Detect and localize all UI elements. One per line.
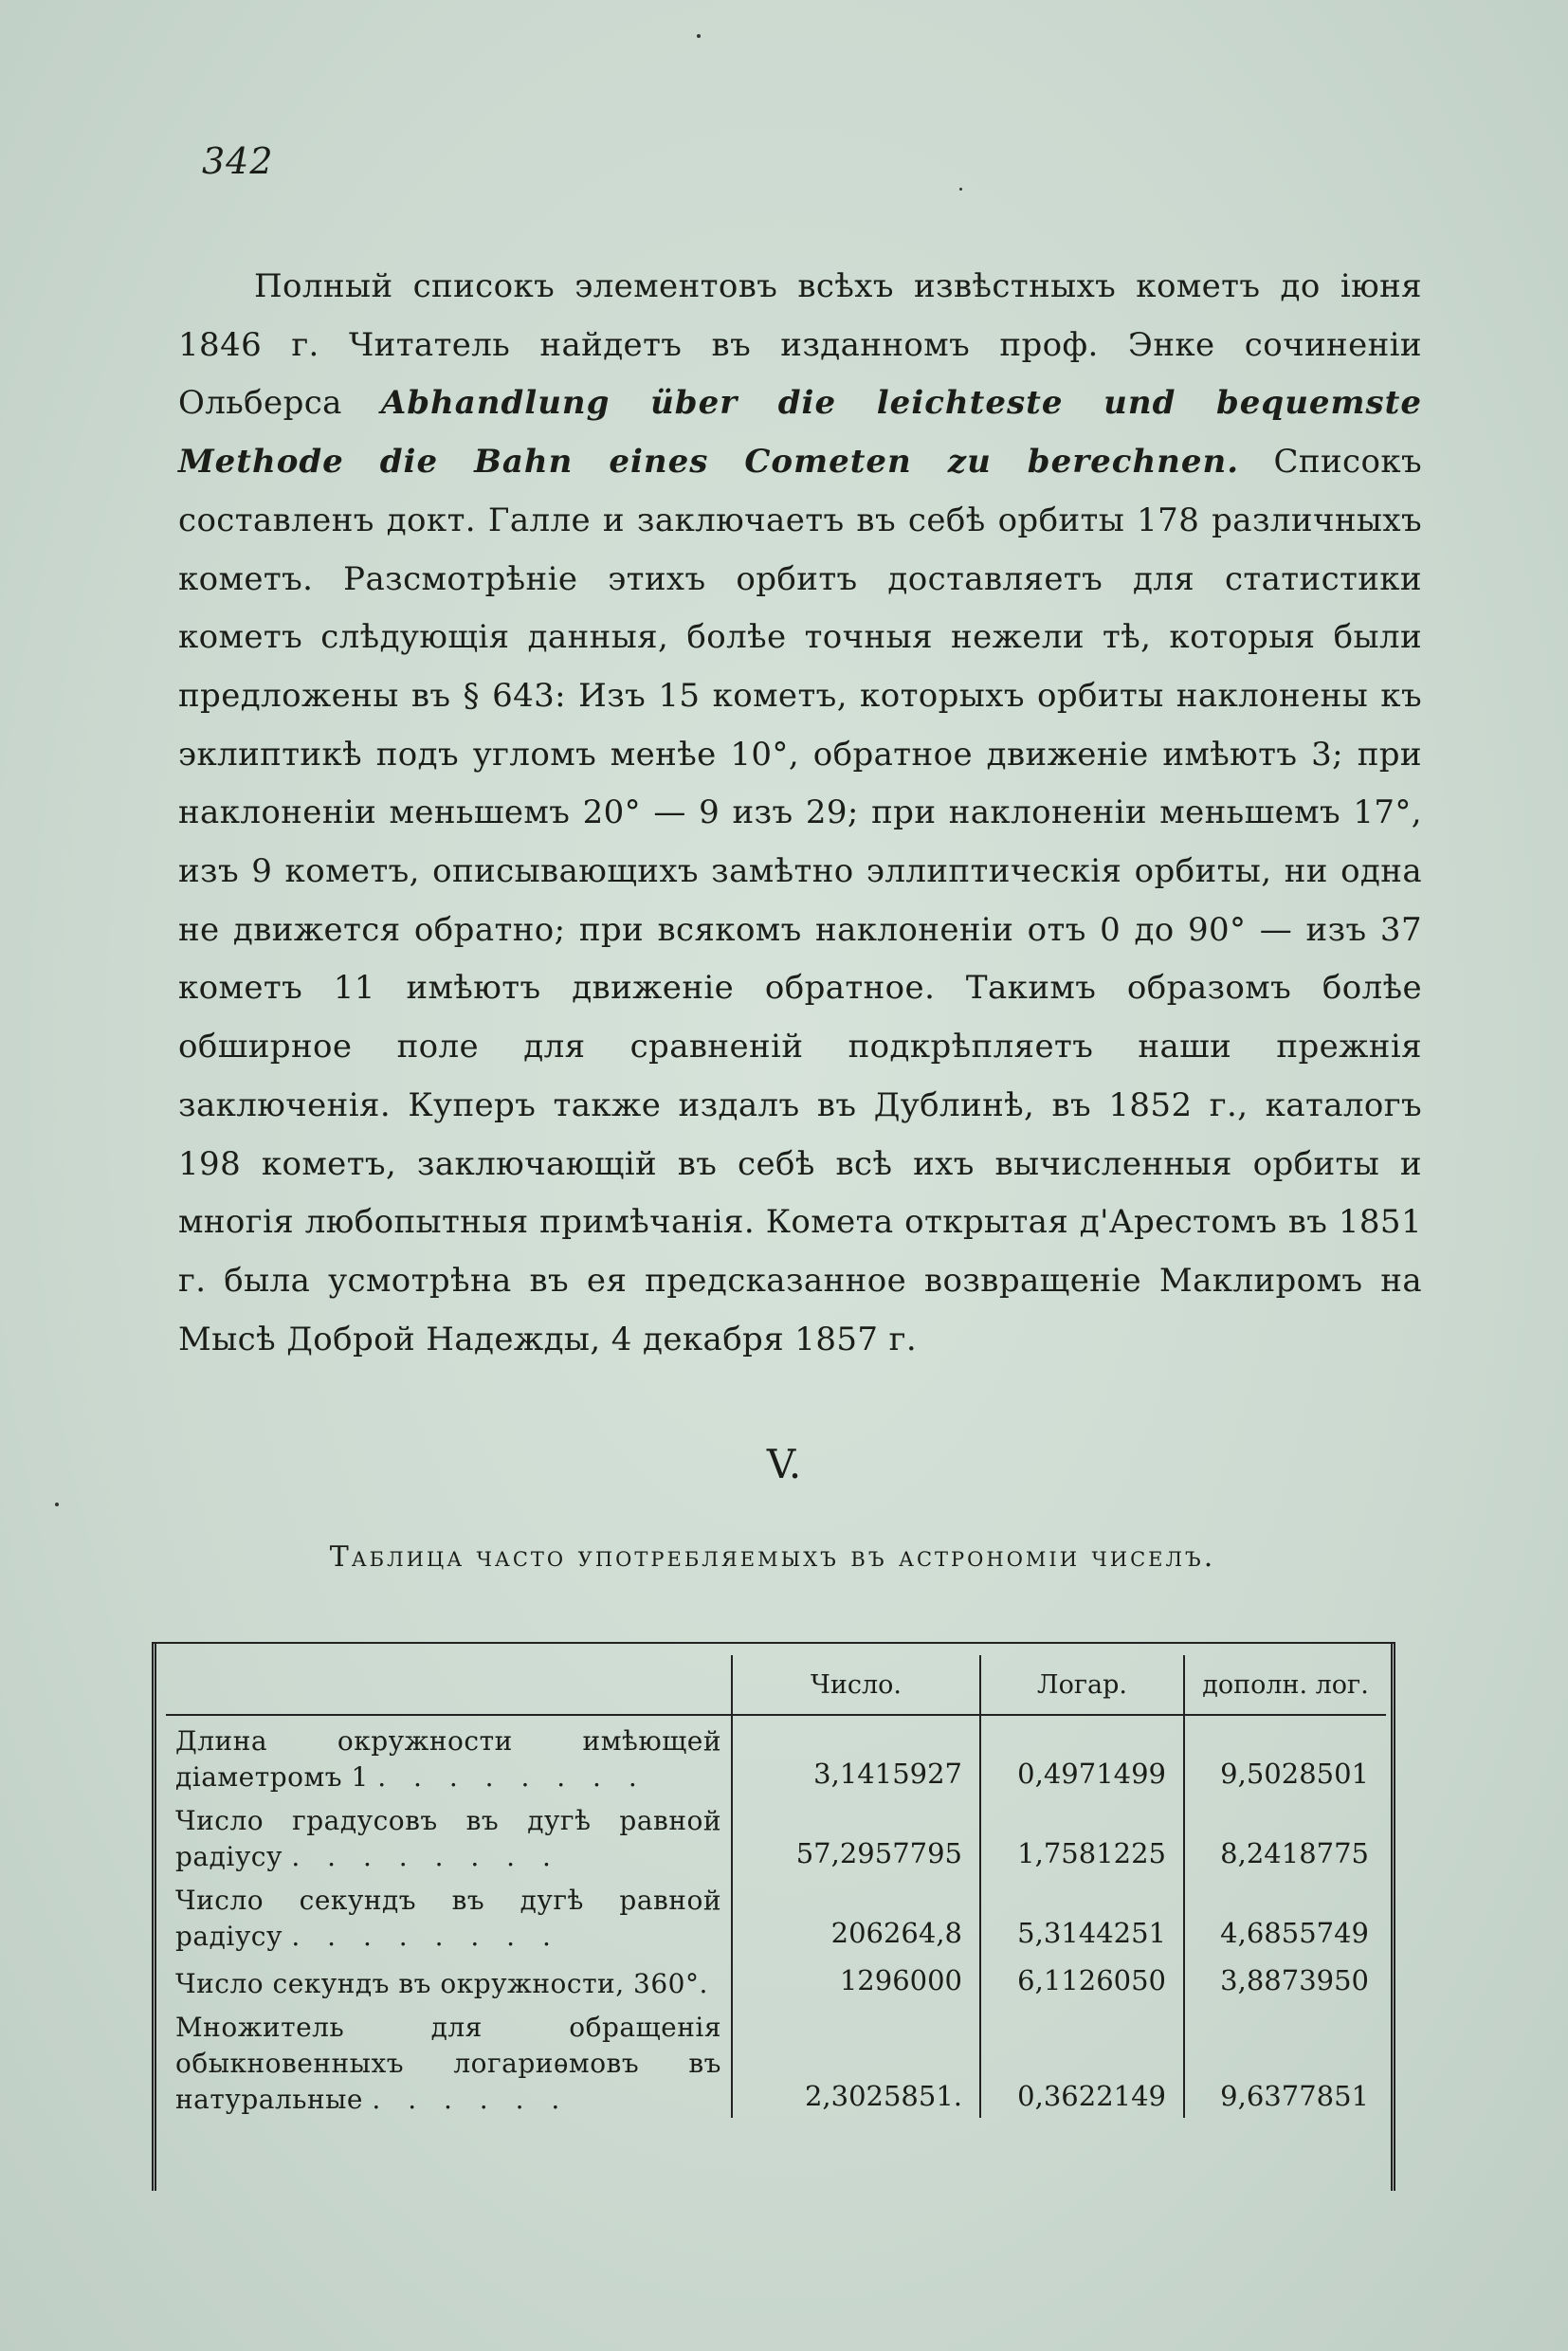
row-logarithm: 0,4971499 [980, 1715, 1184, 1795]
row-label: Длина окружности имѣющей діаметромъ 1 . . . . . . . . [175, 1725, 721, 1793]
table-row [166, 1955, 1386, 2002]
astronomical-constants-table [166, 1655, 1386, 2118]
table-title: Таблица часто употребляемыхъ въ астрономіи чиселъ. [329, 1540, 1216, 1574]
table-row [166, 1715, 1386, 1795]
row-logarithm: 0,3622149 [980, 2002, 1184, 2118]
section-numeral: V. [766, 1441, 802, 1487]
row-logarithm: 5,3144251 [980, 1875, 1184, 1955]
paper-speck [959, 188, 962, 191]
header-description [166, 1655, 732, 1715]
row-label: Число градусовъ въ дугѣ равной радіусу . . . . . . . . [175, 1805, 721, 1872]
row-number: 2,3025851. [732, 2002, 980, 2118]
row-logarithm: 6,1126050 [980, 1955, 1184, 2002]
paper-speck [55, 1503, 59, 1506]
table-row [166, 1795, 1386, 1875]
paper-speck [697, 34, 701, 38]
leader-dots: . . . . . . . . [291, 1921, 560, 1952]
book-title: Abhandlung über die leichteste und bequemste Methode die Bahn eines Cometen zu berechnen. [178, 384, 1422, 482]
row-label: Число секундъ въ окружности, 360°. [175, 1968, 708, 1999]
table-row [166, 1875, 1386, 1955]
row-label: Множитель для обращенія обыкновенныхъ логариѳмовъ въ натуральные . . . . . . [175, 2012, 721, 2115]
row-number: 3,1415927 [732, 1715, 980, 1795]
table-row [166, 2002, 1386, 2118]
table-top-rule [152, 1642, 1395, 1644]
row-cologarithm: 3,8873950 [1184, 1955, 1386, 2002]
page-number: 342 [202, 140, 274, 182]
row-number: 206264,8 [732, 1875, 980, 1955]
row-number: 57,2957795 [732, 1795, 980, 1875]
row-cologarithm: 4,6855749 [1184, 1875, 1386, 1955]
row-cologarithm: 8,2418775 [1184, 1795, 1386, 1875]
leader-dots: . . . . . . . . [291, 1841, 560, 1872]
row-cologarithm: 9,5028501 [1184, 1715, 1386, 1795]
header-logarithm: Логар. [980, 1655, 1184, 1715]
row-logarithm: 1,7581225 [980, 1795, 1184, 1875]
leader-dots: . . . . . . [372, 2084, 570, 2115]
row-cologarithm: 9,6377851 [1184, 2002, 1386, 2118]
row-number: 1296000 [732, 1955, 980, 2002]
body-paragraph [178, 258, 1422, 1369]
leader-dots: . . . . . . . . [377, 1761, 647, 1793]
row-label: Число секундъ въ дугѣ равной радіусу . . . . . . . . [175, 1885, 721, 1952]
table-header-row [166, 1655, 1386, 1715]
paragraph-text-part-1: Полный списокъ элементовъ всѣхъ извѣстныхъ кометъ до іюня 1846 г. Читатель найдетъ въ изданномъ проф. Энке сочиненіи Ольберса [178, 267, 1422, 423]
header-number: Число. [732, 1655, 980, 1715]
paragraph-text-part-2: Списокъ составленъ докт. Галле и заключаетъ въ себѣ орбиты 178 различныхъ кометъ. Разсмотрѣніе этихъ орбитъ доставляетъ для статистики кометъ слѣдующія данныя, болѣе точныя нежели тѣ, которыя были предложены въ § 643: Изъ 15 кометъ, которыхъ орбиты наклонены къ эклиптикѣ подъ угломъ менѣе 10°, обратное движеніе имѣютъ 3; при наклоненіи меньшемъ 20° — 9 изъ 29; при наклоненіи меньшемъ 17°, изъ 9 кометъ, описывающихъ замѣтно эллиптическія орбиты, ни одна не движется обратно; при всякомъ наклоненіи отъ 0 до 90° — изъ 37 кометъ 11 имѣютъ движеніе обратное. Такимъ образомъ болѣе обширное поле для сравненій подкрѣпляетъ наши прежнія заключенія. Куперъ также издалъ въ Дублинѣ, въ 1852 г., каталогъ 198 кометъ, заключающій въ себѣ всѣ ихъ вычисленныя орбиты и многія любопытныя примѣчанія. Комета открытая д'Арестомъ въ 1851 г. была усмотрѣна въ ея предсказанное возвращеніе Маклиромъ на Мысѣ Доброй Надежды, 4 декабря 1857 г. [178, 443, 1422, 1358]
header-cologarithm: дополн. лог. [1184, 1655, 1386, 1715]
